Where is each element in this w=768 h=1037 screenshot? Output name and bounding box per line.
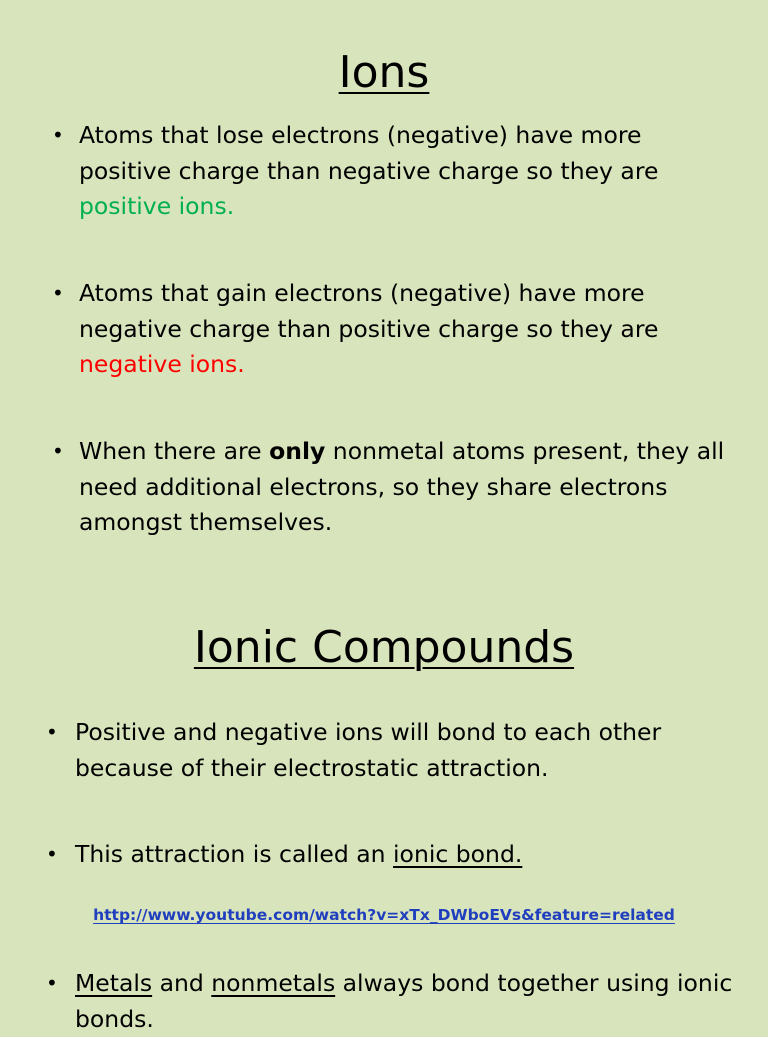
ionic-bond-term: ionic bond. (393, 840, 523, 868)
bullet-text: Metals and nonmetals always bond together using ionic bonds. (75, 969, 733, 1033)
positive-ions-highlight: positive ions. (79, 192, 235, 220)
bullet-text: Positive and negative ions will bond to each other because of their electrostatic attraction. (75, 718, 662, 782)
bullet-marker: • (46, 842, 58, 866)
youtube-link[interactable]: http://www.youtube.com/watch?v=xTx_DWboEVs&feature=related (93, 906, 675, 924)
ions-title: Ions (338, 47, 430, 98)
ionic-compounds-title: Ionic Compounds (193, 622, 575, 673)
metals-term: Metals (75, 969, 153, 997)
bullet-marker: • (46, 720, 58, 744)
bullet-marker: • (52, 123, 64, 147)
bullet-text: When there are only nonmetal atoms present, they all need additional electrons, so they share electrons amongst themselves. (79, 437, 725, 536)
nonmetals-term: nonmetals (211, 969, 336, 997)
negative-ions-highlight: negative ions. (79, 350, 245, 378)
bullet-marker: • (52, 281, 64, 305)
bullet-marker: • (46, 971, 58, 995)
bullet-text: Atoms that gain electrons (negative) have more negative charge than positive charge so they are negative ions. (79, 279, 659, 378)
bullet-text: This attraction is called an ionic bond. (75, 840, 523, 868)
bullet-marker: • (52, 439, 64, 463)
bullet-text: Atoms that lose electrons (negative) have more positive charge than negative charge so they are positive ions. (79, 121, 659, 220)
emphasis-only: only (269, 437, 326, 465)
